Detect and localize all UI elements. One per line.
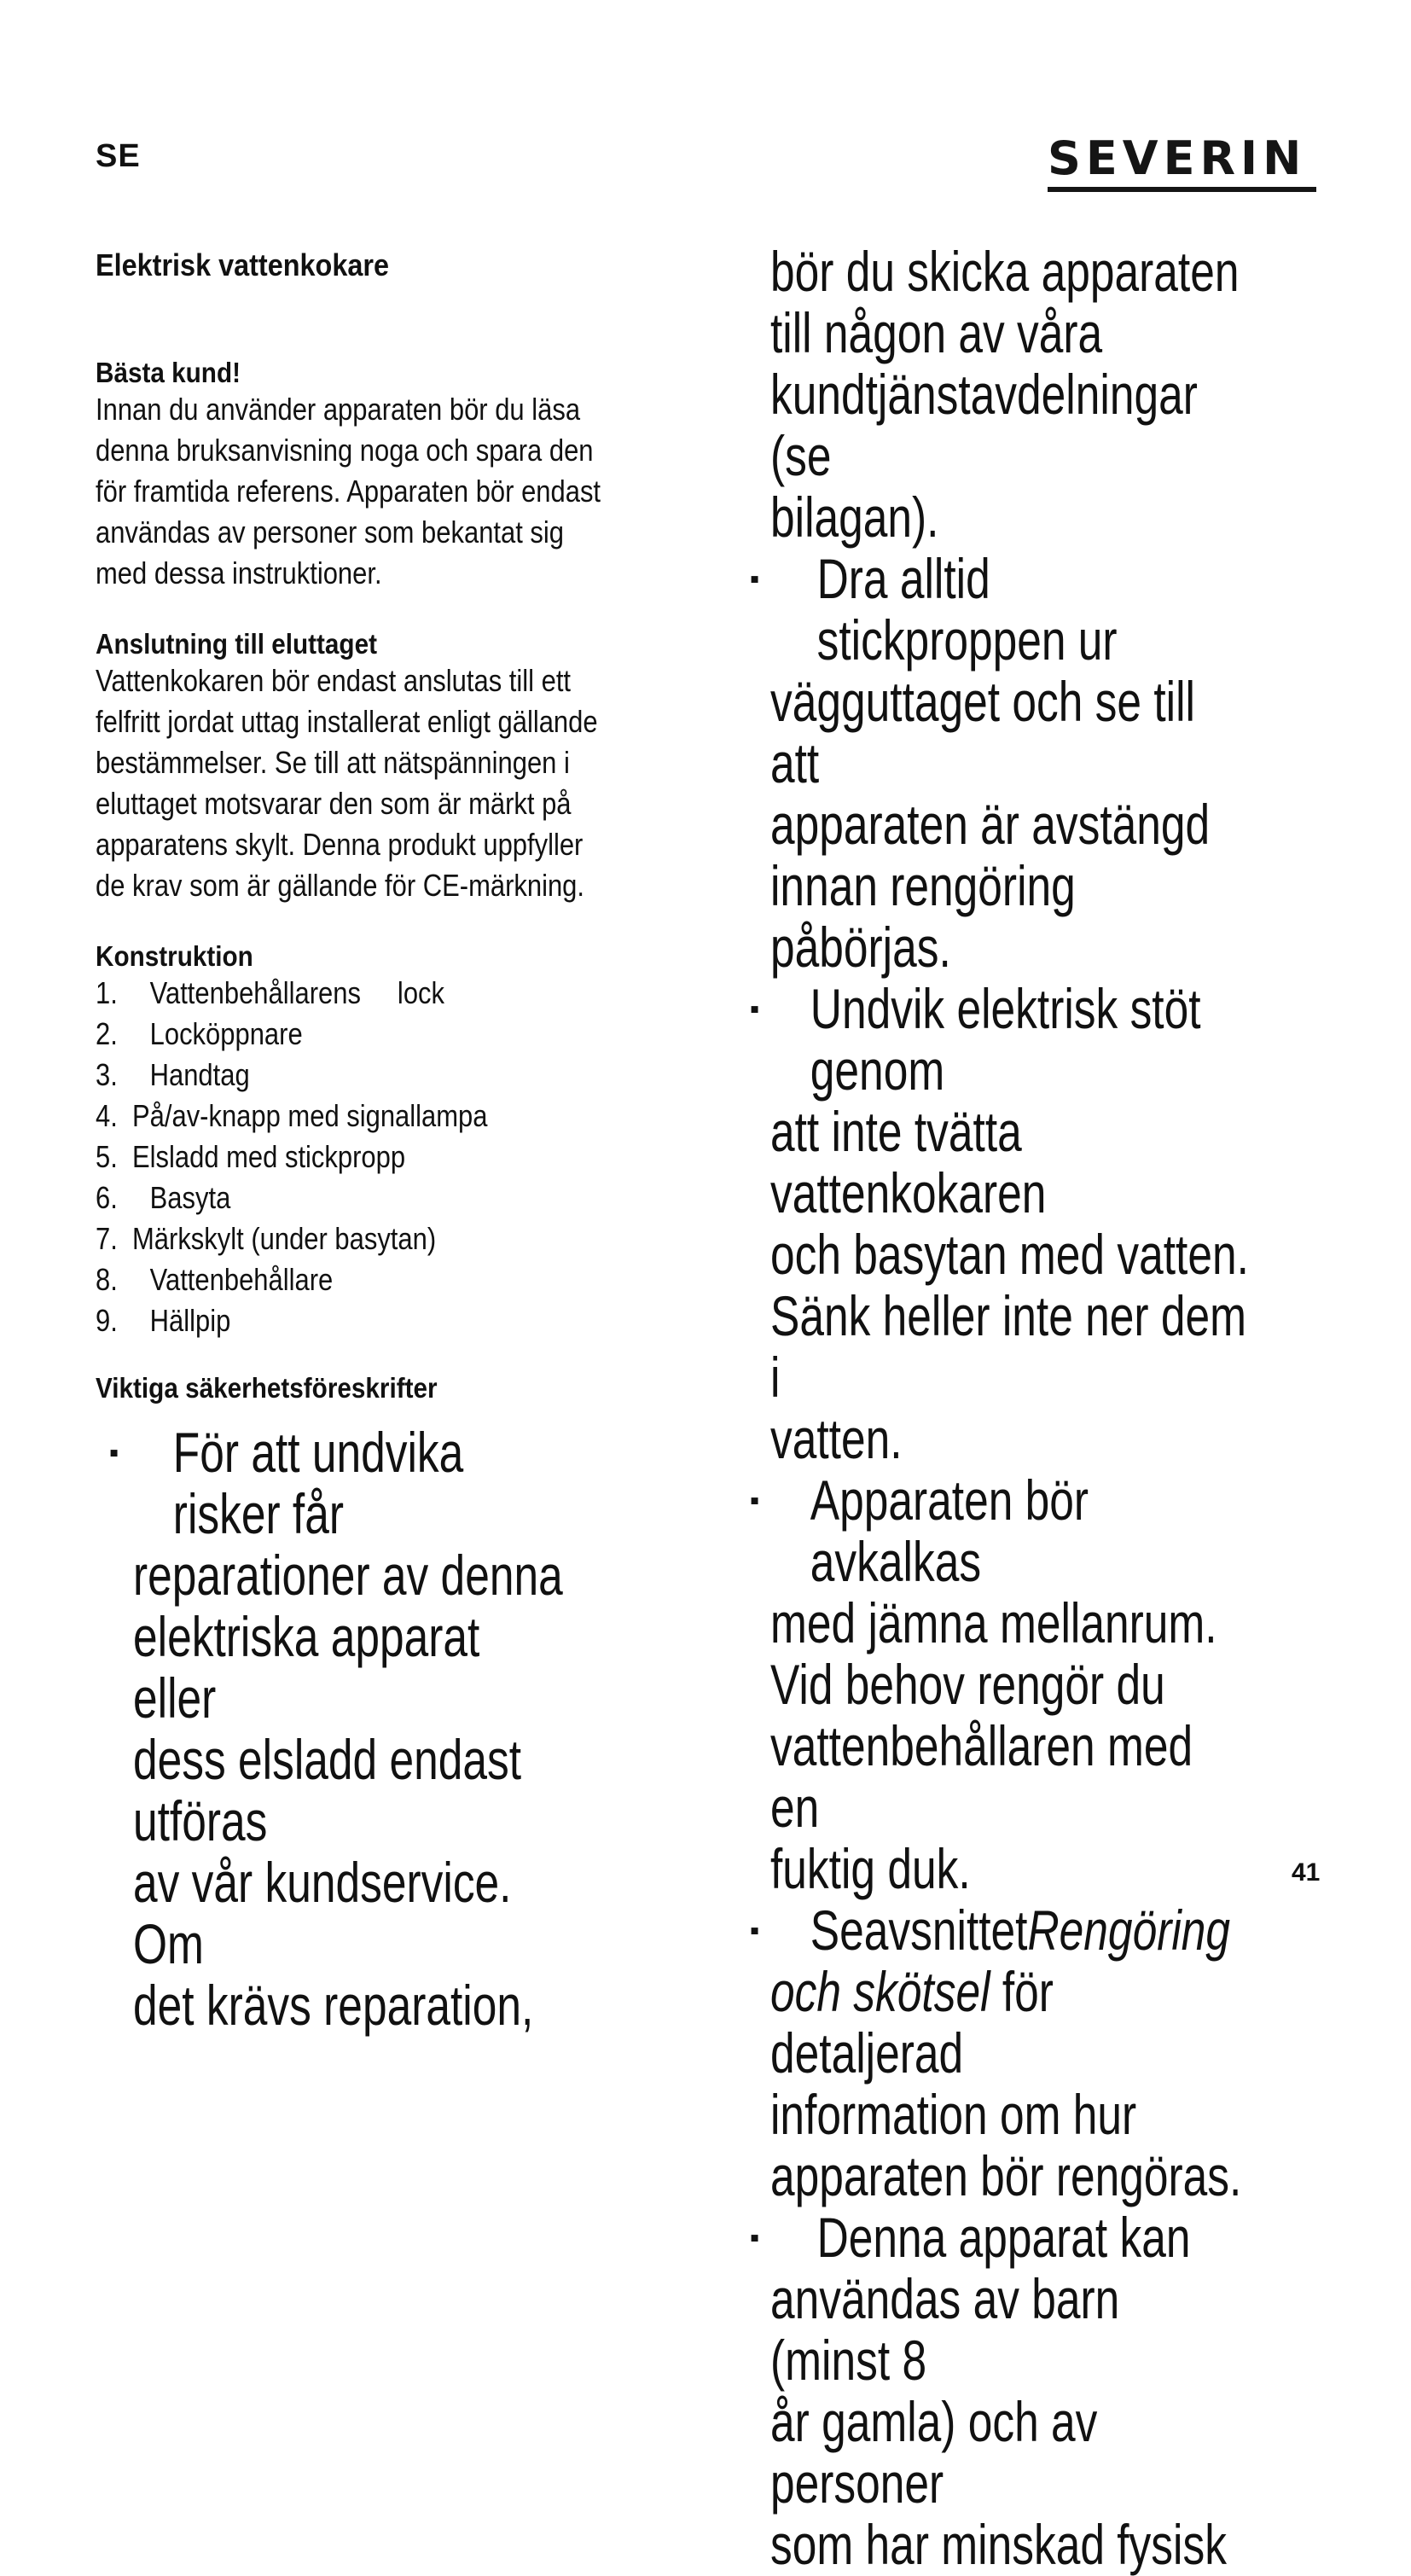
bullet-text: Undvik elektrisk stöt genom att inte tvätta vattenkokaren och basytan med vatten. Sänk heller inte ner dem i vatten. (770, 977, 1249, 1470)
bullet-icon: ▪ (750, 563, 760, 594)
page-number: 41 (1292, 1858, 1321, 1887)
bullet-1-continued: bör du skicka apparaten till någon av våra kundtjänstavdelningar (se bilagan). (770, 240, 1240, 549)
connection-heading: Anslutning till eluttaget (96, 628, 377, 660)
bullet-icon: ▪ (750, 1915, 760, 1945)
safety-bullet-4 (750, 1468, 1385, 1900)
bullet-icon: ▪ (750, 1485, 760, 1515)
brand-logo: SEVERIN (1048, 135, 1316, 192)
text-line: bestämmelser. Se till att nätspänningen i (96, 745, 570, 780)
greeting-section (96, 357, 693, 594)
safety-section (96, 1372, 693, 2036)
text-line: Vattenkokaren bör endast anslutas till ett (96, 663, 572, 698)
right-column (750, 240, 1385, 2576)
bullet-text: För att undvika risker får reparationer av denna elektriska apparat eller dess elsladd endast utföras av vår kundservice. Om det krävs reparation, (133, 1421, 563, 2037)
safety-bullet-1 (96, 1422, 693, 2036)
connection-paragraph (96, 660, 682, 906)
list-item: 4. På/av-knapp med signallampa (96, 1098, 488, 1133)
bullet-text: Apparaten bör avkalkas med jämna mellanrum. Vid behov rengör du vattenbehållaren med en fuktig duk. (770, 1468, 1217, 1900)
document-title: Elektrisk vattenkokare (96, 247, 389, 282)
list-item: 5. Elsladd med stickpropp (96, 1139, 406, 1174)
connection-section (96, 628, 693, 906)
text-line: de krav som är gällande för CE-märkning. (96, 868, 585, 903)
text-line: felfritt jordat uttag installerat enligt gällande (96, 704, 598, 739)
list-item: 9. Hällpip (96, 1303, 231, 1338)
greeting-paragraph (96, 389, 682, 594)
list-item: 8. Vattenbehållare (96, 1262, 334, 1297)
bullet-icon: ▪ (109, 1437, 119, 1468)
text-line: Innan du använder apparaten bör du läsa (96, 392, 581, 427)
text-line: denna bruksanvisning noga och spara den (96, 433, 594, 468)
construction-heading: Konstruktion (96, 940, 253, 972)
bullet-text: Denna apparat kan användas av barn (minst 8 år gamla) och av personer som har minskad fysisk (770, 2206, 1227, 2576)
bullet-icon: ▪ (750, 993, 760, 1024)
safety-heading: Viktiga säkerhetsföreskrifter (96, 1372, 438, 1404)
safety-bullet-2 (750, 547, 1385, 979)
text-line: med dessa instruktioner. (96, 555, 382, 590)
construction-section (96, 940, 693, 1341)
text-line: apparatens skylt. Denna produkt uppfyller (96, 827, 584, 862)
safety-bullet-3 (750, 977, 1385, 1470)
list-item: 7. Märkskylt (under basytan) (96, 1221, 437, 1256)
language-code: SE (96, 138, 141, 174)
list-item: 2. Locköppnare (96, 1016, 303, 1051)
text-line: eluttaget motsvarar den som är märkt på (96, 786, 572, 821)
bullet-text: Dra alltid stickproppen ur vägguttaget och se till att apparaten är avstängd innan rengöring påbörjas. (770, 547, 1211, 979)
list-item: 6. Basyta (96, 1180, 231, 1215)
left-column (96, 247, 693, 2036)
construction-list (96, 973, 693, 1341)
bullet-icon: ▪ (750, 2222, 760, 2253)
list-item: 1. Vattenbehållarens lock (96, 975, 444, 1010)
text-line: för framtida referens. Apparaten bör endast (96, 474, 601, 509)
greeting-heading: Bästa kund! (96, 357, 241, 388)
safety-bullet-5 (750, 1899, 1385, 2207)
list-item: 3. Handtag (96, 1057, 250, 1092)
text-line: användas av personer som bekantat sig (96, 515, 565, 550)
safety-bullet-6 (750, 2206, 1385, 2576)
bullet-text: SeavsnittetRengöring och skötsel för detaljerad information om hur apparaten bör rengöras. (770, 1899, 1242, 2207)
